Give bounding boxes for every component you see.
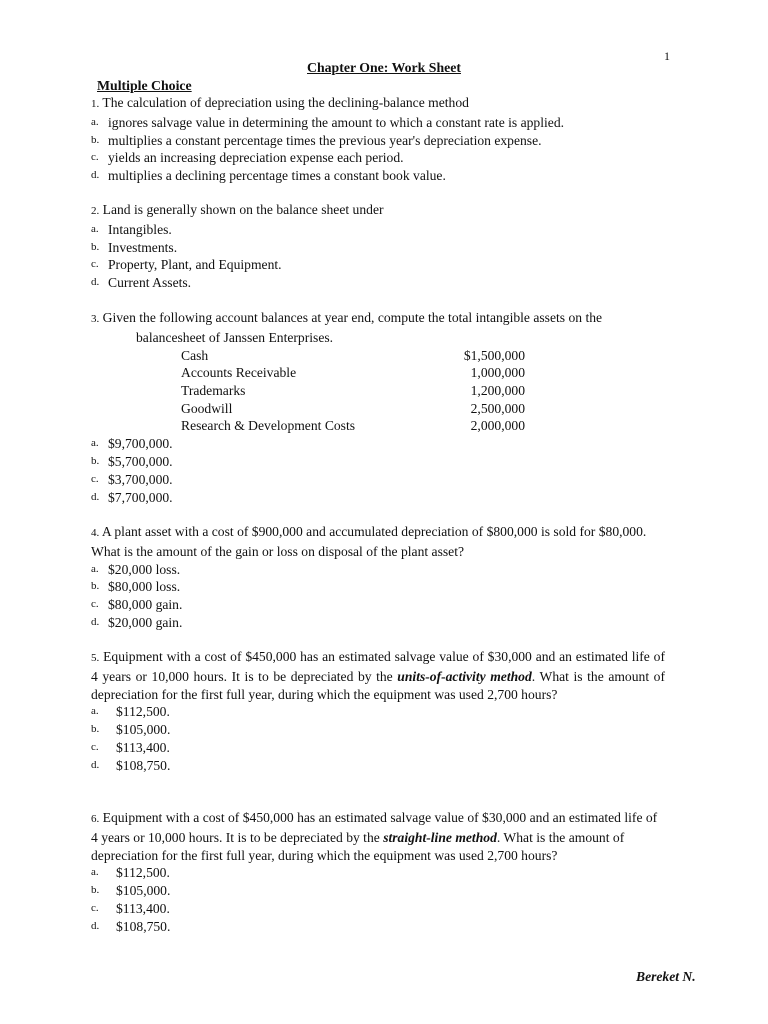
option-label: d. bbox=[91, 276, 100, 289]
option-c bbox=[91, 596, 665, 614]
option-text: ignores salvage value in determining the amount to which a constant rate is applied. bbox=[108, 114, 565, 130]
page-number: 1 bbox=[664, 49, 670, 63]
question-2 bbox=[91, 201, 665, 292]
question-text-end: . What is the amount of depreciation for the first full year, during which the equipment was used 2,700 hours? bbox=[91, 668, 665, 702]
option-text: $105,000. bbox=[116, 722, 171, 738]
option-b bbox=[91, 578, 665, 596]
question-stem bbox=[91, 94, 665, 114]
question-6 bbox=[91, 809, 665, 936]
option-label: c. bbox=[91, 258, 99, 271]
option-a bbox=[91, 864, 665, 882]
account-amount: 1,000,000 bbox=[470, 365, 525, 381]
option-d bbox=[91, 614, 665, 632]
option-text: $9,700,000. bbox=[108, 436, 173, 452]
option-text: Property, Plant, and Equipment. bbox=[108, 257, 282, 273]
option-text: $112,500. bbox=[116, 704, 170, 720]
option-label: a. bbox=[91, 866, 99, 879]
account-name: Research & Development Costs bbox=[181, 418, 356, 434]
account-amount: 2,000,000 bbox=[470, 418, 525, 434]
question-stem bbox=[91, 309, 665, 329]
question-4 bbox=[91, 523, 665, 632]
option-c bbox=[91, 471, 665, 489]
option-label: b. bbox=[91, 240, 100, 253]
option-c bbox=[91, 900, 665, 918]
option-a bbox=[91, 703, 665, 721]
option-label: c. bbox=[91, 151, 99, 164]
option-b bbox=[91, 239, 665, 257]
option-label: d. bbox=[91, 169, 100, 182]
question-number: 4. bbox=[91, 527, 100, 539]
table-row bbox=[181, 382, 525, 400]
option-text: Current Assets. bbox=[108, 275, 192, 291]
option-text: $108,750. bbox=[116, 918, 171, 934]
question-text: Equipment with a cost of $450,000 has an estimated salvage value of $30,000 and an estimated life of 4 years or 10,000 hours. It is to be depreciated by the bbox=[91, 649, 665, 684]
account-amount: 1,200,000 bbox=[470, 383, 525, 398]
option-label: c. bbox=[91, 740, 99, 753]
option-text: $80,000 gain. bbox=[108, 597, 183, 613]
question-number: 3. bbox=[91, 313, 100, 325]
option-text: $113,400. bbox=[116, 739, 170, 755]
option-text: $3,700,000. bbox=[108, 471, 173, 487]
question-text-end: . What is the amount of depreciation for the first full year, during which the equipment was used 2,700 hours? bbox=[91, 829, 625, 863]
account-name: Cash bbox=[181, 347, 209, 363]
option-a bbox=[91, 221, 665, 239]
table-row bbox=[181, 400, 525, 418]
account-name: Goodwill bbox=[181, 400, 233, 416]
table-row bbox=[181, 417, 525, 435]
option-label: a. bbox=[91, 562, 99, 575]
option-d bbox=[91, 274, 665, 292]
option-d bbox=[91, 757, 665, 775]
option-label: b. bbox=[91, 580, 100, 593]
author-name: Bereket N. bbox=[636, 969, 696, 984]
option-d bbox=[91, 167, 665, 185]
section-title: Multiple Choice bbox=[97, 78, 192, 93]
question-number: 5. bbox=[91, 652, 100, 664]
question-1 bbox=[91, 94, 665, 185]
option-text: $80,000 loss. bbox=[108, 579, 181, 595]
question-stem bbox=[91, 809, 665, 864]
option-label: b. bbox=[91, 133, 100, 146]
option-b bbox=[91, 721, 665, 739]
option-label: d. bbox=[91, 490, 100, 503]
option-text: $105,000. bbox=[116, 883, 171, 899]
question-text: Land is generally shown on the balance sheet under bbox=[102, 202, 384, 217]
option-c bbox=[91, 149, 665, 167]
option-label: b. bbox=[91, 884, 100, 897]
option-c bbox=[91, 739, 665, 757]
option-c bbox=[91, 256, 665, 274]
option-b bbox=[91, 882, 665, 900]
question-text-continued: balancesheet of Janssen Enterprises. bbox=[136, 329, 334, 345]
option-d bbox=[91, 918, 665, 936]
option-text: $20,000 gain. bbox=[108, 614, 183, 630]
option-text: yields an increasing depreciation expense each period. bbox=[108, 150, 404, 166]
option-text: Investments. bbox=[108, 239, 178, 255]
question-stem bbox=[91, 648, 665, 703]
question-number: 2. bbox=[91, 205, 100, 217]
option-label: d. bbox=[91, 919, 100, 932]
option-label: d. bbox=[91, 758, 100, 771]
option-text: $113,400. bbox=[116, 900, 170, 916]
question-text: A plant asset with a cost of $900,000 and accumulated depreciation of $800,000 is sold for $80,000. What is the amount of the gain or loss on disposal of the plant asset? bbox=[91, 524, 647, 559]
question-number: 6. bbox=[91, 813, 100, 825]
option-d bbox=[91, 489, 665, 507]
method-emphasis: straight-line method bbox=[383, 829, 497, 845]
option-text: $112,500. bbox=[116, 865, 170, 881]
account-amount: $1,500,000 bbox=[463, 347, 525, 363]
option-label: b. bbox=[91, 454, 100, 467]
question-number: 1. bbox=[91, 98, 100, 110]
option-label: a. bbox=[91, 705, 99, 718]
question-3 bbox=[91, 309, 665, 506]
question-5 bbox=[91, 648, 665, 775]
option-label: d. bbox=[91, 615, 100, 628]
option-label: a. bbox=[91, 115, 99, 128]
option-a bbox=[91, 435, 665, 453]
option-b bbox=[91, 453, 665, 471]
question-text: Equipment with a cost of $450,000 has an estimated salvage value of $30,000 and an estimated life of 4 years or 10,000 hours. It is to be depreciated by the bbox=[91, 810, 658, 845]
question-stem bbox=[91, 523, 665, 561]
option-text: multiplies a declining percentage times a constant book value. bbox=[108, 168, 446, 184]
option-label: a. bbox=[91, 222, 99, 235]
option-label: c. bbox=[91, 598, 99, 611]
option-a bbox=[91, 114, 665, 132]
question-text: Given the following account balances at year end, compute the total intangible assets on the bbox=[102, 310, 603, 325]
option-label: c. bbox=[91, 472, 99, 485]
option-text: $5,700,000. bbox=[108, 453, 173, 469]
option-text: $108,750. bbox=[116, 757, 171, 773]
account-amount: 2,500,000 bbox=[470, 400, 525, 416]
account-balances-table bbox=[181, 347, 525, 436]
option-b bbox=[91, 132, 665, 150]
question-text: The calculation of depreciation using the declining-balance method bbox=[102, 95, 469, 110]
option-label: b. bbox=[91, 723, 100, 736]
option-text: $20,000 loss. bbox=[108, 561, 181, 577]
account-name: Accounts Receivable bbox=[181, 365, 297, 381]
option-text: multiplies a constant percentage times the previous year's depreciation expense. bbox=[108, 132, 542, 148]
table-row bbox=[181, 364, 525, 382]
option-label: a. bbox=[91, 437, 99, 450]
page-title: Chapter One: Work Sheet bbox=[307, 60, 461, 75]
method-emphasis: units-of-activity method bbox=[397, 668, 532, 684]
account-name: Trademarks bbox=[181, 383, 246, 398]
table-row bbox=[181, 347, 525, 365]
option-label: c. bbox=[91, 901, 99, 914]
option-text: $7,700,000. bbox=[108, 489, 173, 505]
option-text: Intangibles. bbox=[108, 221, 172, 237]
question-stem bbox=[91, 201, 665, 221]
option-a bbox=[91, 561, 665, 579]
